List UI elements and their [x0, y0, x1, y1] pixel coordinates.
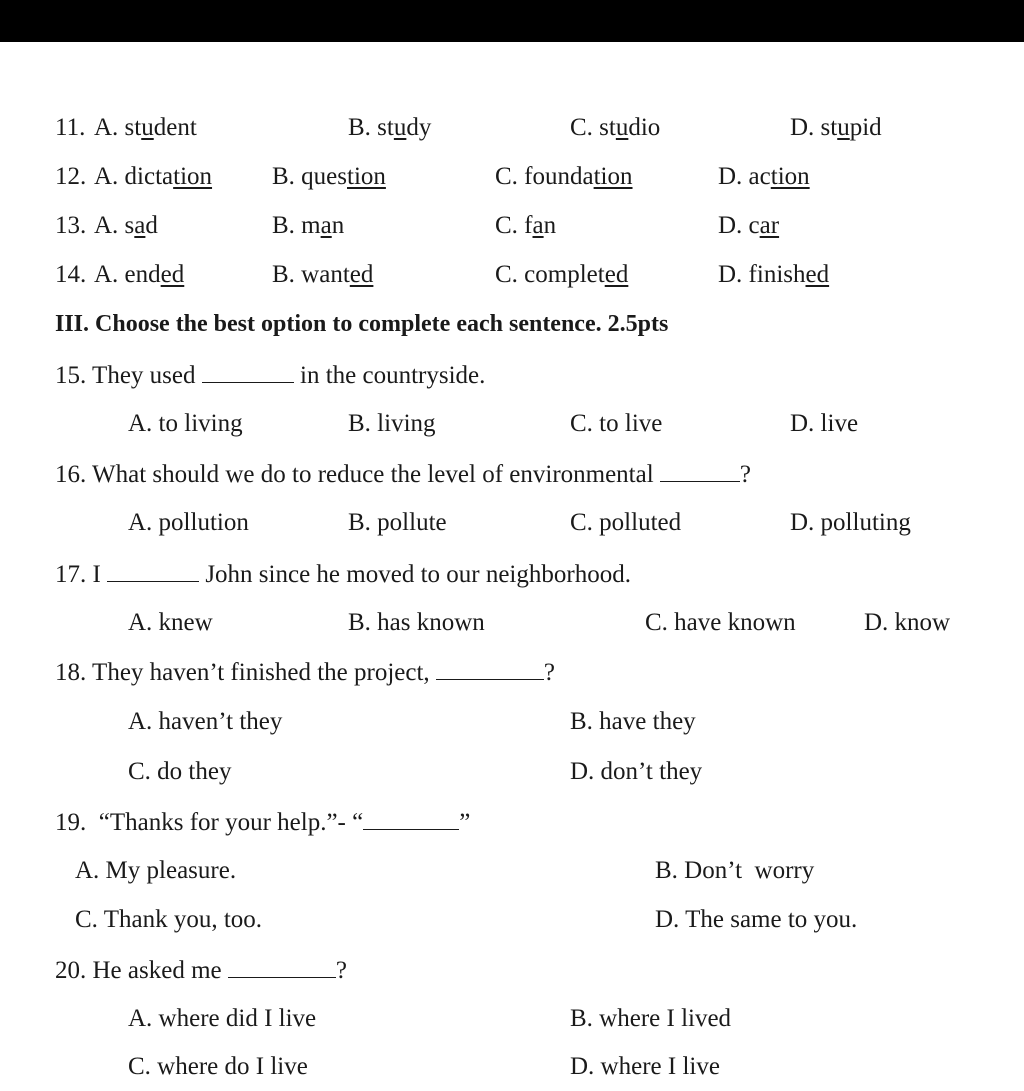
q14-option-a: A. ended — [94, 261, 185, 288]
q16-option-c: C. polluted — [570, 509, 682, 536]
q16-blank — [660, 461, 740, 482]
q12-option-b: B. question — [272, 163, 386, 190]
q19-stem: 19. “Thanks for your help.”- “ ” — [55, 809, 471, 836]
q19-option-a: A. My pleasure. — [75, 857, 237, 884]
q20-option-d: D. where I live — [570, 1053, 720, 1080]
q15-option-b: B. living — [348, 410, 436, 437]
q11-option-a: A. student — [94, 114, 197, 141]
q13-option-a: A. sad — [94, 212, 158, 239]
q12-option-c: C. foundation — [495, 163, 633, 190]
q17-option-d: D. know — [864, 609, 951, 636]
q19-blank — [363, 809, 459, 830]
q11-option-b: B. study — [348, 114, 432, 141]
q17-option-c: C. have known — [645, 609, 796, 636]
q15-option-c: C. to live — [570, 410, 663, 437]
q12-number: 12. — [55, 163, 87, 190]
top-black-bar — [0, 0, 1024, 42]
q18-option-d: D. don’t they — [570, 758, 703, 785]
q18-option-c: C. do they — [128, 758, 232, 785]
q17-option-b: B. has known — [348, 609, 485, 636]
q13-option-b: B. man — [272, 212, 345, 239]
q15-stem: 15. They used in the countryside. — [55, 362, 486, 389]
q11-number: 11. — [55, 114, 86, 141]
q11-option-d: D. stupid — [790, 114, 882, 141]
q14-option-d: D. finished — [718, 261, 830, 288]
q18-blank — [436, 659, 544, 680]
q13-option-d: D. car — [718, 212, 780, 239]
q20-option-c: C. where do I live — [128, 1053, 308, 1080]
q12-option-a: A. dictation — [94, 163, 213, 190]
q15-option-a: A. to living — [128, 410, 243, 437]
q19-option-b: B. Don’t worry — [655, 857, 815, 884]
q16-option-b: B. pollute — [348, 509, 447, 536]
q18-stem: 18. They haven’t finished the project, ? — [55, 659, 556, 686]
q19-option-c: C. Thank you, too. — [75, 906, 263, 933]
q15-option-d: D. live — [790, 410, 859, 437]
q18-option-a: A. haven’t they — [128, 708, 283, 735]
q13-option-c: C. fan — [495, 212, 557, 239]
q20-option-a: A. where did I live — [128, 1005, 317, 1032]
q13-number: 13. — [55, 212, 87, 239]
q12-option-d: D. action — [718, 163, 810, 190]
q20-stem: 20. He asked me ? — [55, 957, 347, 984]
q14-option-b: B. wanted — [272, 261, 374, 288]
q18-option-b: B. have they — [570, 708, 696, 735]
q20-option-b: B. where I lived — [570, 1005, 732, 1032]
q14-option-c: C. completed — [495, 261, 629, 288]
q17-stem: 17. I John since he moved to our neighborhood. — [55, 561, 631, 588]
q17-blank — [107, 561, 199, 582]
section-3-heading: III. Choose the best option to complete each sentence. 2.5pts — [55, 311, 669, 337]
q20-blank — [228, 957, 336, 978]
q15-blank — [202, 362, 294, 383]
q16-option-a: A. pollution — [128, 509, 249, 536]
q16-stem: 16. What should we do to reduce the level of environmental ? — [55, 461, 752, 488]
q17-option-a: A. knew — [128, 609, 213, 636]
q16-option-d: D. polluting — [790, 509, 911, 536]
q19-option-d: D. The same to you. — [655, 906, 858, 933]
q11-option-c: C. studio — [570, 114, 661, 141]
q14-number: 14. — [55, 261, 87, 288]
